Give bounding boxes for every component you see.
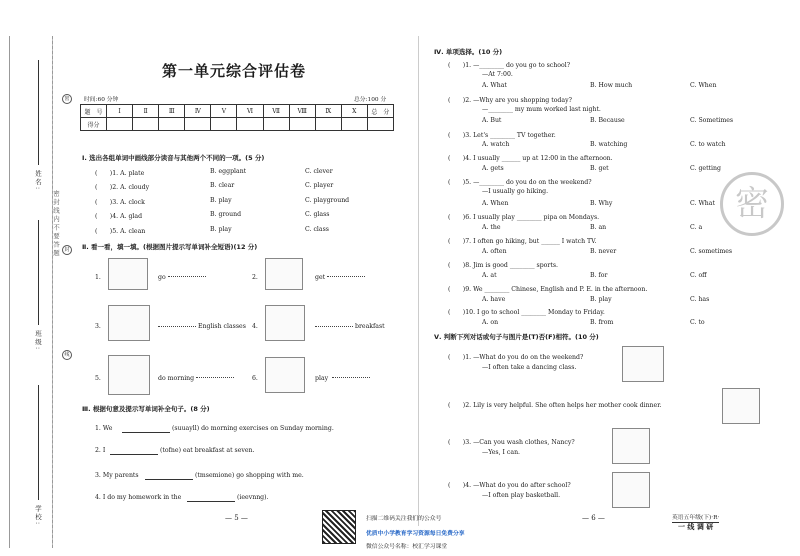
s2-item-6-blank[interactable] bbox=[332, 377, 370, 378]
s3-item-2: 2. I bbox=[95, 447, 106, 454]
s4-q2-line2: —________ my mum worked last night. bbox=[482, 106, 601, 113]
s4-q10-c: C. to bbox=[690, 319, 705, 326]
s4-q2: ( )2. —Why are you shopping today? bbox=[448, 97, 572, 104]
s2-item-5-blank[interactable] bbox=[196, 377, 234, 378]
s4-q1-c: C. When bbox=[690, 82, 717, 89]
s4-q7-c: C. sometimes bbox=[690, 248, 733, 255]
section-5-title: Ⅴ. 判断下列对话或句子与图片是(T)否(F)相符。(10 分) bbox=[434, 333, 599, 341]
total-score: 总分:100 分 bbox=[354, 97, 387, 103]
s5-item-2: ( )2. Lily is very helpful. She often helps her mother cook dinner. bbox=[448, 402, 662, 409]
s2-item-6-text: play bbox=[315, 375, 329, 382]
score-cell: Ⅸ bbox=[315, 105, 341, 118]
s4-q1-b: B. How much bbox=[590, 82, 633, 89]
score-cell: Ⅲ bbox=[159, 105, 185, 118]
s4-q6: ( )6. I usually play ________ pipa on Mondays. bbox=[448, 214, 600, 221]
s4-q2-c: C. Sometimes bbox=[690, 117, 734, 124]
s4-q6-a: A. the bbox=[482, 224, 501, 231]
s5-item-4-line2: —I often play basketball. bbox=[482, 492, 561, 499]
score-cell: 题 号 bbox=[81, 105, 107, 118]
s1-item-4-c: C. glass bbox=[305, 211, 330, 218]
bed-picture bbox=[265, 258, 303, 290]
s1-item-5-b: B. play bbox=[210, 226, 232, 233]
s4-q3: ( )3. Let's ________ TV together. bbox=[448, 132, 556, 139]
s4-q6-c: C. a bbox=[690, 224, 703, 231]
s4-q1-a: A. What bbox=[482, 82, 507, 89]
s1-item-2-b: B. clear bbox=[210, 182, 235, 189]
score-blank[interactable] bbox=[159, 118, 185, 131]
s4-q3-c: C. to watch bbox=[690, 141, 726, 148]
s4-q9: ( )9. We ________ Chinese, English and P. E. in the afternoon. bbox=[448, 286, 648, 293]
section-3-title: Ⅲ. 根据句意及提示写单词补全句子。(8 分) bbox=[82, 405, 210, 413]
score-cell: Ⅶ bbox=[263, 105, 289, 118]
s4-q7-a: A. often bbox=[482, 248, 507, 255]
s4-q4: ( )4. I usually ______ up at 12:00 in the afternoon. bbox=[448, 155, 613, 162]
cooking-picture bbox=[722, 388, 760, 424]
score-blank[interactable] bbox=[263, 118, 289, 131]
s4-q4-b: B. get bbox=[590, 165, 609, 172]
score-value-row bbox=[81, 118, 394, 131]
s4-q2-b: B. Because bbox=[590, 117, 625, 124]
s3-item-3-blank[interactable] bbox=[145, 474, 193, 480]
s1-item-5: ( )5. A. clean bbox=[95, 228, 146, 235]
page-divider bbox=[418, 36, 419, 526]
s2-item-2-blank[interactable] bbox=[327, 276, 365, 277]
s2-item-4-blank[interactable] bbox=[315, 326, 353, 327]
s2-item-2-num: 2. bbox=[252, 274, 258, 281]
exercise-picture bbox=[108, 355, 150, 395]
s3-item-4-text: (ieevnng). bbox=[237, 494, 269, 501]
s4-q3-b: B. watching bbox=[590, 141, 628, 148]
section-1-title: Ⅰ. 选出各组单词中画线部分读音与其他两个不同的一项。(5 分) bbox=[82, 154, 265, 162]
footer-brand: 一 线 调 研 bbox=[678, 523, 714, 531]
page-title: 第一单元综合评估卷 bbox=[162, 62, 307, 80]
s5-item-1: ( )1. —What do you do on the weekend? bbox=[448, 354, 584, 361]
s4-q9-a: A. have bbox=[482, 296, 506, 303]
s1-item-5-c: C. class bbox=[305, 226, 329, 233]
school-blank bbox=[38, 385, 39, 500]
s4-q5-line2: —I usually go hiking. bbox=[482, 188, 549, 195]
s2-item-3-text: English classes bbox=[198, 323, 246, 330]
score-blank[interactable] bbox=[367, 118, 393, 131]
s5-item-4: ( )4. —What do you do after school? bbox=[448, 482, 571, 489]
s1-item-2-c: C. player bbox=[305, 182, 334, 189]
s4-q10-b: B. from bbox=[590, 319, 614, 326]
classroom-picture bbox=[108, 305, 150, 341]
scan-text: 扫描二维码关注我们的公众号 bbox=[366, 516, 442, 522]
s1-item-2: ( )2. A. cloudy bbox=[95, 184, 150, 191]
score-blank[interactable] bbox=[289, 118, 315, 131]
s4-q2-a: A. But bbox=[482, 117, 502, 124]
s4-q9-c: C. has bbox=[690, 296, 710, 303]
wechat-text: 微信公众号名称：校汇学习课堂 bbox=[366, 544, 448, 550]
s4-q7: ( )7. I often go hiking, but ______ I watch TV. bbox=[448, 238, 597, 245]
qr-code[interactable] bbox=[322, 510, 356, 544]
school-label: 学校: bbox=[34, 505, 42, 527]
s5-item-3: ( )3. —Can you wash clothes, Nancy? bbox=[448, 439, 575, 446]
s2-item-3-blank[interactable] bbox=[158, 326, 196, 327]
s3-item-2-text: (tofne) eat breakfast at seven. bbox=[160, 447, 255, 454]
score-cell: Ⅵ bbox=[237, 105, 263, 118]
s1-item-3-b: B. play bbox=[210, 197, 232, 204]
s4-q1: ( )1. —________ do you go to school? bbox=[448, 62, 571, 69]
basketball-picture bbox=[612, 472, 650, 508]
s3-item-4-blank[interactable] bbox=[187, 496, 235, 502]
class-blank bbox=[38, 220, 39, 325]
score-label: 得分 bbox=[81, 118, 107, 131]
s4-q5-b: B. Why bbox=[590, 200, 613, 207]
time-limit: 时间:60 分钟 bbox=[84, 97, 119, 103]
s4-q8: ( )8. Jim is good ________ sports. bbox=[448, 262, 558, 269]
score-header-row bbox=[81, 105, 394, 118]
s3-item-1-blank[interactable] bbox=[122, 427, 170, 433]
s4-q9-b: B. play bbox=[590, 296, 612, 303]
score-blank[interactable] bbox=[341, 118, 367, 131]
dancing-picture bbox=[622, 346, 664, 382]
s3-item-1: 1. We bbox=[95, 425, 113, 432]
washing-picture bbox=[612, 428, 650, 464]
s3-item-3: 3. My parents bbox=[95, 472, 139, 479]
s1-item-3-c: C. playground bbox=[305, 197, 350, 204]
s4-q5-c: C. What bbox=[690, 200, 715, 207]
s2-item-1-num: 1. bbox=[95, 274, 101, 281]
s3-item-3-text: (tmsemione) go shopping with me. bbox=[195, 472, 304, 479]
section-4-title: Ⅳ. 单项选择。(10 分) bbox=[434, 48, 503, 56]
s2-item-4-num: 4. bbox=[252, 323, 258, 330]
s4-q7-b: B. never bbox=[590, 248, 617, 255]
score-cell: Ⅳ bbox=[185, 105, 211, 118]
s1-item-4: ( )4. A. glad bbox=[95, 213, 143, 220]
s2-item-2-text: get bbox=[315, 274, 326, 281]
s4-q8-c: C. off bbox=[690, 272, 707, 279]
frame-line bbox=[9, 36, 10, 548]
s1-item-3: ( )3. A. clock bbox=[95, 199, 145, 206]
score-blank[interactable] bbox=[185, 118, 211, 131]
score-table bbox=[80, 104, 394, 131]
s2-item-6-num: 6. bbox=[252, 375, 258, 382]
s1-item-4-b: B. ground bbox=[210, 211, 242, 218]
seal-line bbox=[52, 36, 53, 548]
score-cell: Ⅰ bbox=[107, 105, 133, 118]
s2-item-3-num: 3. bbox=[95, 323, 101, 330]
s2-item-1-blank[interactable] bbox=[168, 276, 206, 277]
s4-q10-a: A. on bbox=[482, 319, 499, 326]
s2-item-5-num: 5. bbox=[95, 375, 101, 382]
s5-item-3-line2: —Yes, I can. bbox=[482, 449, 521, 456]
page-number-left: — 5 — bbox=[225, 514, 248, 522]
score-cell: Ⅱ bbox=[133, 105, 159, 118]
footer-tag: 英语五年级(下)·R· bbox=[672, 512, 719, 523]
confidential-stamp: 密 bbox=[720, 172, 784, 236]
s4-q5: ( )5. —________ do you do on the weekend? bbox=[448, 179, 592, 186]
s2-item-4-text: breakfast bbox=[355, 323, 385, 330]
score-blank[interactable] bbox=[237, 118, 263, 131]
s4-q8-a: A. at bbox=[482, 272, 497, 279]
seal-notice: 密封线内不要答题 bbox=[52, 190, 60, 258]
score-blank[interactable] bbox=[133, 118, 159, 131]
seal-mark-2: 封 bbox=[62, 245, 72, 255]
swim-picture bbox=[108, 258, 148, 290]
score-cell: Ⅴ bbox=[211, 105, 237, 118]
s4-q3-a: A. watch bbox=[482, 141, 510, 148]
s4-q6-b: B. an bbox=[590, 224, 607, 231]
name-blank bbox=[38, 60, 39, 165]
s4-q1-line2: —At 7:00. bbox=[482, 71, 513, 78]
s4-q4-c: C. getting bbox=[690, 165, 721, 172]
s1-item-1-c: C. clever bbox=[305, 168, 333, 175]
score-blank[interactable] bbox=[211, 118, 237, 131]
seal-mark-3: 线 bbox=[62, 350, 72, 360]
seal-mark-1: 密 bbox=[62, 94, 72, 104]
s4-q5-a: A. When bbox=[482, 200, 509, 207]
breakfast-picture bbox=[265, 305, 305, 341]
score-blank[interactable] bbox=[107, 118, 133, 131]
class-label: 班级: bbox=[34, 330, 42, 352]
score-cell: 总 分 bbox=[367, 105, 393, 118]
score-cell: Ⅷ bbox=[289, 105, 315, 118]
s1-item-1-b: B. eggplant bbox=[210, 168, 247, 175]
s3-item-1-text: (suuayll) do morning exercises on Sunday morning. bbox=[172, 425, 334, 432]
sports-picture bbox=[265, 357, 305, 393]
name-label: 姓名: bbox=[34, 170, 42, 192]
s4-q4-a: A. gets bbox=[482, 165, 504, 172]
s2-item-1-text: go bbox=[158, 274, 166, 281]
s1-item-1: ( )1. A. plate bbox=[95, 170, 145, 177]
page-number-right: — 6 — bbox=[582, 514, 605, 522]
s4-q10: ( )10. I go to school ________ Monday to Friday. bbox=[448, 309, 605, 316]
s2-item-5-text: do morning bbox=[158, 375, 195, 382]
s3-item-2-blank[interactable] bbox=[110, 449, 158, 455]
section-2-title: Ⅱ. 看一看，填一填。(根据图片提示写单词补全短语)(12 分) bbox=[82, 243, 258, 251]
promo-text: 优质中小学教育学习资源每日免费分享 bbox=[366, 531, 465, 537]
s3-item-4: 4. I do my homework in the bbox=[95, 494, 182, 501]
score-cell: Ⅹ bbox=[341, 105, 367, 118]
score-blank[interactable] bbox=[315, 118, 341, 131]
s4-q8-b: B. for bbox=[590, 272, 608, 279]
s5-item-1-line2: —I often take a dancing class. bbox=[482, 364, 577, 371]
